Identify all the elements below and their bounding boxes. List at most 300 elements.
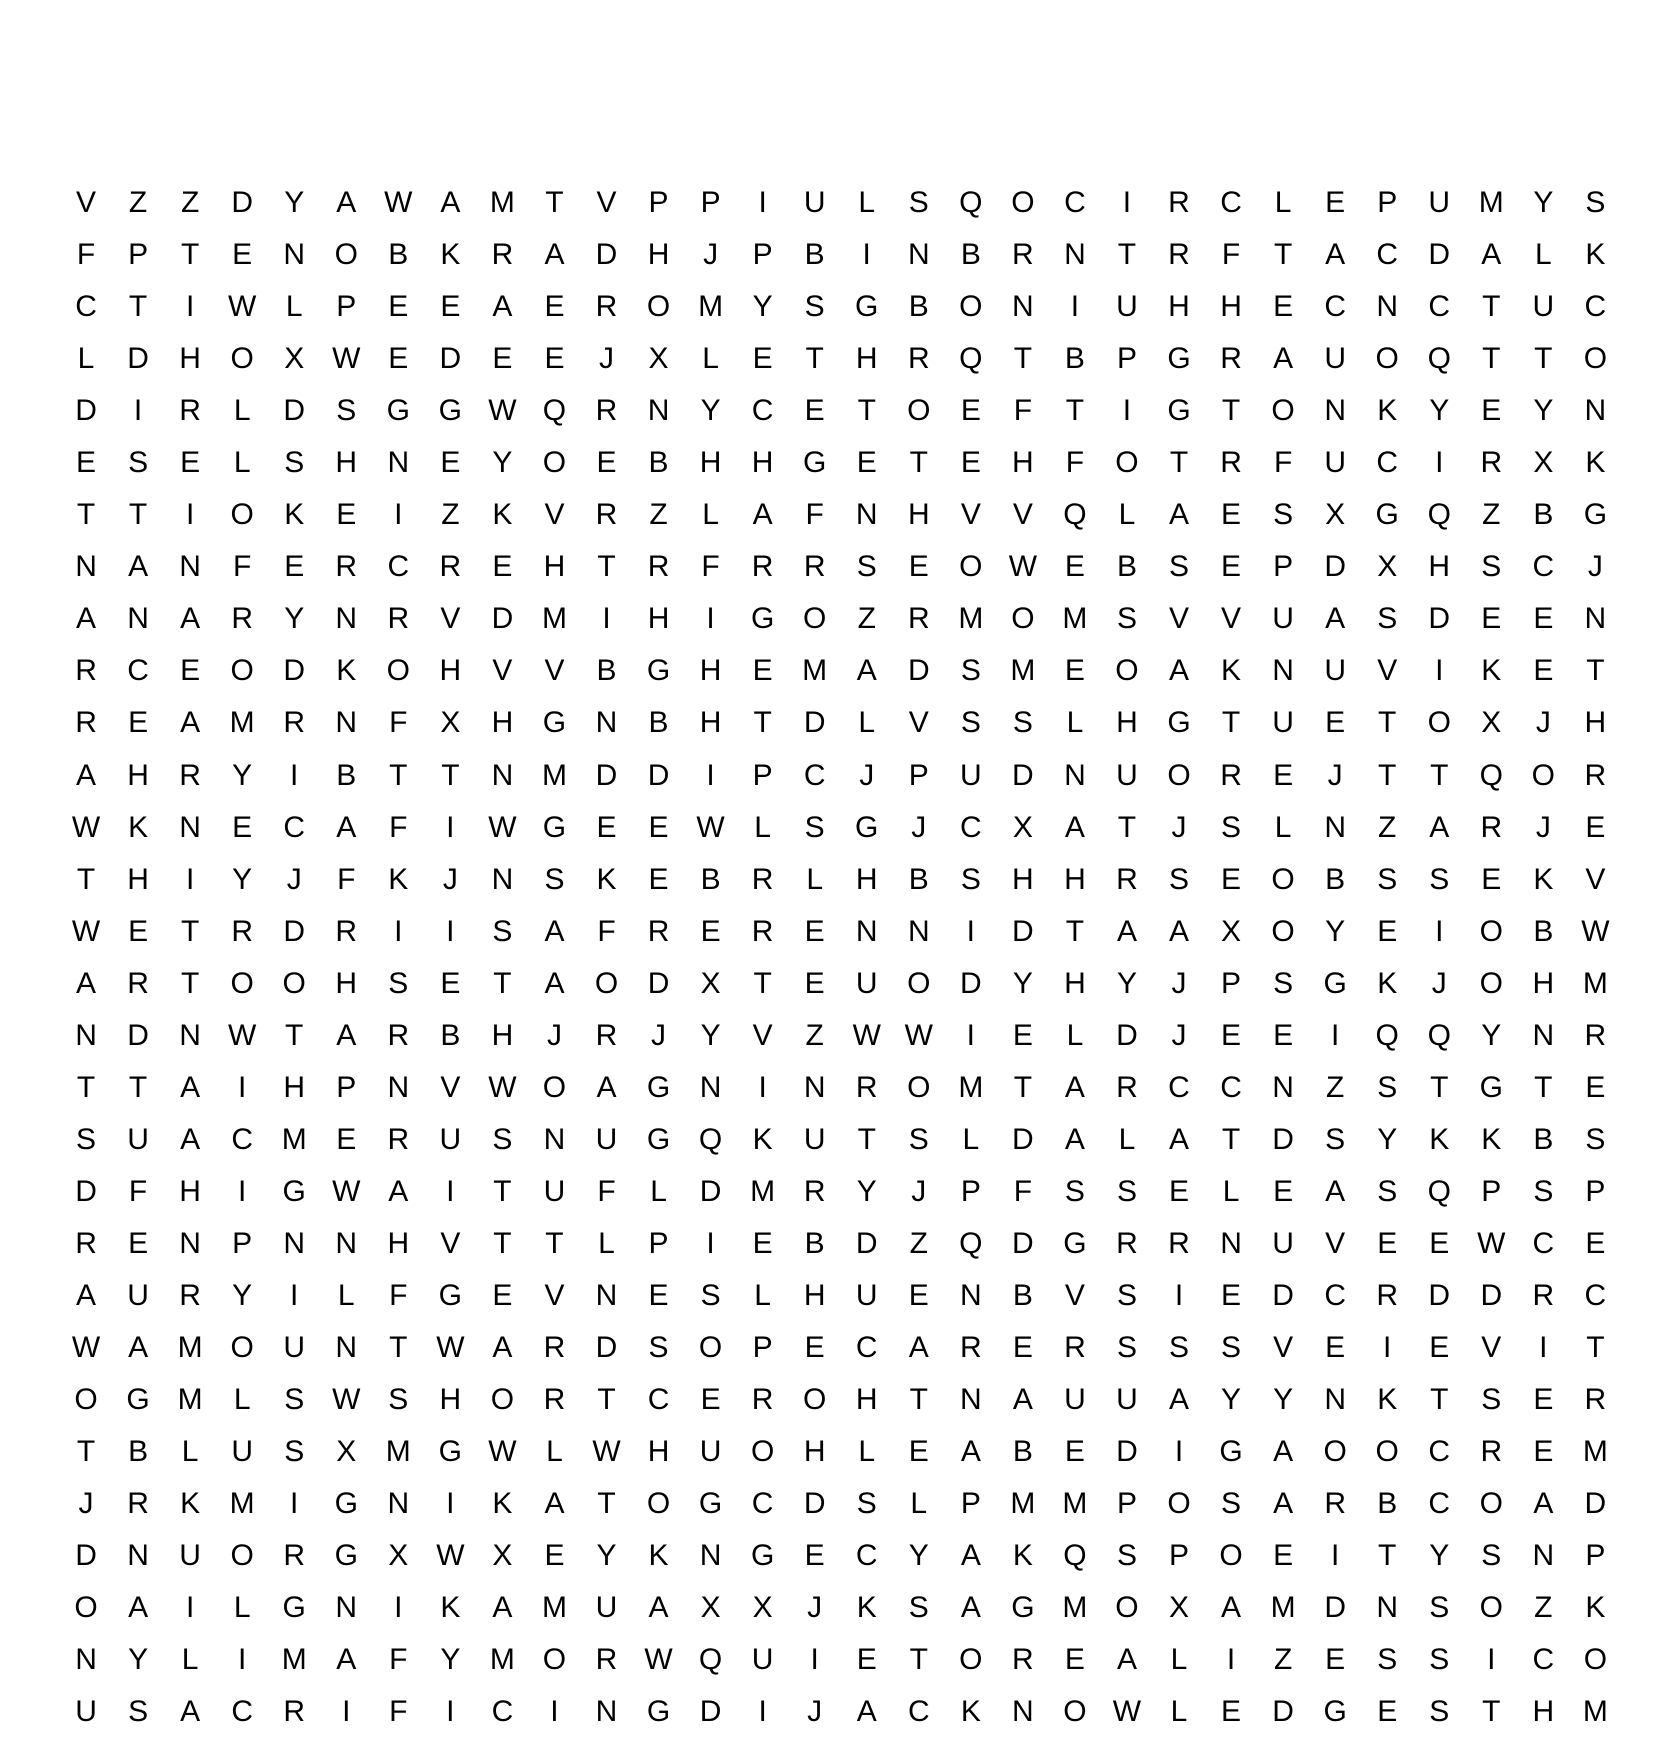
grid-letter[interactable]: G	[1323, 966, 1347, 1000]
grid-letter[interactable]: J	[1431, 966, 1447, 1000]
grid-letter[interactable]: I	[706, 1226, 715, 1260]
grid-letter[interactable]: W	[644, 1643, 673, 1677]
grid-letter[interactable]: V	[752, 1018, 773, 1052]
grid-letter[interactable]: M	[229, 1487, 255, 1521]
grid-letter[interactable]: T	[76, 862, 96, 896]
grid-letter[interactable]: T	[1534, 1070, 1553, 1104]
grid-letter[interactable]: W	[332, 1383, 361, 1417]
grid-letter[interactable]: N	[1272, 654, 1294, 688]
grid-letter[interactable]: H	[127, 862, 149, 896]
grid-letter[interactable]: S	[1533, 1174, 1554, 1208]
grid-letter[interactable]: K	[1533, 862, 1554, 896]
grid-letter[interactable]: S	[1429, 1643, 1450, 1677]
grid-letter[interactable]: C	[1376, 238, 1399, 272]
grid-letter[interactable]: T	[1482, 290, 1501, 324]
grid-letter[interactable]: G	[750, 1539, 775, 1573]
grid-letter[interactable]: V	[1221, 602, 1242, 636]
grid-letter[interactable]: N	[75, 1643, 97, 1677]
grid-letter[interactable]: R	[439, 550, 462, 584]
grid-letter[interactable]: A	[1325, 238, 1346, 272]
grid-letter[interactable]: I	[1330, 1539, 1340, 1573]
grid-letter[interactable]: H	[699, 654, 722, 688]
grid-letter[interactable]: R	[1584, 1018, 1607, 1052]
grid-letter[interactable]: A	[336, 1643, 357, 1677]
grid-letter[interactable]: W	[1008, 550, 1038, 584]
grid-letter[interactable]: A	[492, 1591, 513, 1625]
grid-letter[interactable]: K	[1221, 654, 1242, 688]
grid-letter[interactable]: K	[388, 862, 409, 896]
grid-letter[interactable]: E	[180, 446, 201, 480]
grid-letter[interactable]: N	[283, 238, 306, 272]
grid-letter[interactable]: E	[1481, 862, 1502, 896]
grid-letter[interactable]: H	[1116, 706, 1138, 740]
grid-letter[interactable]: E	[648, 810, 669, 844]
grid-letter[interactable]: N	[595, 1279, 618, 1312]
grid-letter[interactable]: N	[699, 1070, 722, 1104]
grid-letter[interactable]: I	[446, 1174, 455, 1208]
grid-letter[interactable]: R	[1168, 186, 1190, 220]
grid-letter[interactable]: O	[74, 1383, 98, 1417]
grid-letter[interactable]: N	[1584, 602, 1607, 636]
grid-letter[interactable]: A	[128, 550, 149, 584]
grid-letter[interactable]: I	[1174, 1279, 1184, 1312]
grid-letter[interactable]: O	[1219, 1539, 1243, 1573]
grid-letter[interactable]: O	[803, 602, 827, 636]
grid-letter[interactable]: W	[1477, 1226, 1506, 1260]
grid-letter[interactable]: H	[439, 1383, 462, 1417]
grid-letter[interactable]: L	[337, 1279, 355, 1312]
grid-letter[interactable]: A	[76, 1279, 97, 1312]
grid-letter[interactable]: R	[1168, 1226, 1190, 1260]
grid-letter[interactable]: N	[1532, 1018, 1555, 1052]
grid-letter[interactable]: H	[803, 1279, 826, 1312]
grid-letter[interactable]: E	[1585, 810, 1606, 844]
grid-letter[interactable]: O	[230, 966, 254, 1000]
grid-letter[interactable]: I	[758, 1695, 767, 1729]
grid-letter[interactable]: V	[440, 1070, 461, 1104]
grid-letter[interactable]: E	[752, 342, 773, 376]
grid-letter[interactable]: A	[908, 1331, 929, 1365]
grid-letter[interactable]: R	[1376, 1279, 1399, 1312]
grid-letter[interactable]: S	[804, 810, 825, 844]
grid-letter[interactable]: D	[1584, 1487, 1607, 1521]
grid-letter[interactable]: K	[1481, 654, 1502, 688]
grid-letter[interactable]: D	[231, 186, 253, 220]
grid-letter[interactable]: A	[1325, 1174, 1346, 1208]
grid-letter[interactable]: O	[1115, 654, 1139, 688]
grid-letter[interactable]: K	[1429, 1122, 1450, 1156]
grid-letter[interactable]: S	[1273, 498, 1294, 532]
grid-letter[interactable]: N	[1376, 290, 1399, 324]
grid-letter[interactable]: B	[596, 654, 617, 688]
grid-letter[interactable]: O	[959, 290, 983, 324]
grid-letter[interactable]: U	[1064, 1383, 1086, 1417]
grid-letter[interactable]: A	[388, 1174, 409, 1208]
grid-letter[interactable]: A	[1116, 914, 1137, 948]
grid-letter[interactable]: U	[75, 1695, 97, 1729]
grid-letter[interactable]: Q	[1375, 1018, 1399, 1052]
grid-letter[interactable]: D	[1012, 1122, 1034, 1156]
grid-letter[interactable]: R	[595, 1018, 618, 1052]
grid-letter[interactable]: J	[807, 1695, 823, 1729]
grid-letter[interactable]: R	[647, 914, 670, 948]
grid-letter[interactable]: O	[907, 394, 931, 428]
grid-letter[interactable]: I	[706, 602, 715, 636]
grid-letter[interactable]: T	[1430, 758, 1449, 792]
grid-letter[interactable]: H	[803, 1435, 826, 1469]
grid-letter[interactable]: N	[179, 550, 201, 584]
grid-letter[interactable]: D	[855, 1226, 878, 1260]
grid-letter[interactable]: O	[542, 1070, 567, 1104]
grid-letter[interactable]: L	[962, 1122, 980, 1156]
grid-letter[interactable]: Y	[232, 862, 253, 896]
grid-letter[interactable]: A	[544, 914, 565, 948]
grid-letter[interactable]: M	[1062, 1487, 1088, 1521]
grid-letter[interactable]: H	[335, 966, 358, 1000]
grid-letter[interactable]: L	[858, 706, 876, 740]
grid-letter[interactable]: T	[1273, 238, 1293, 272]
grid-letter[interactable]: Y	[1012, 966, 1033, 1000]
grid-letter[interactable]: D	[283, 654, 306, 688]
grid-letter[interactable]: M	[541, 1591, 567, 1625]
grid-letter[interactable]: H	[335, 446, 358, 480]
grid-letter[interactable]: T	[1117, 238, 1137, 272]
grid-letter[interactable]: D	[127, 342, 149, 376]
grid-letter[interactable]: G	[334, 1539, 358, 1573]
grid-letter[interactable]: M	[1062, 1591, 1088, 1625]
grid-letter[interactable]: A	[492, 1331, 513, 1365]
grid-letter[interactable]: Z	[441, 498, 460, 532]
grid-letter[interactable]: H	[751, 446, 774, 480]
grid-letter[interactable]: H	[1064, 966, 1086, 1000]
grid-letter[interactable]: D	[595, 758, 618, 792]
grid-letter[interactable]: C	[1584, 290, 1607, 324]
grid-letter[interactable]: G	[334, 1487, 358, 1521]
grid-letter[interactable]: R	[595, 1643, 618, 1677]
grid-letter[interactable]: P	[1377, 186, 1398, 220]
grid-letter[interactable]: T	[597, 1487, 616, 1521]
grid-letter[interactable]: H	[1168, 290, 1190, 324]
grid-letter[interactable]: C	[1220, 186, 1242, 220]
grid-letter[interactable]: O	[959, 1643, 983, 1677]
grid-letter[interactable]: O	[750, 1435, 775, 1469]
grid-letter[interactable]: R	[595, 394, 618, 428]
grid-letter[interactable]: C	[283, 810, 306, 844]
grid-letter[interactable]: C	[75, 290, 97, 324]
grid-letter[interactable]: R	[1480, 810, 1503, 844]
grid-letter[interactable]: O	[230, 1331, 254, 1365]
grid-letter[interactable]: E	[1221, 862, 1242, 896]
grid-letter[interactable]: T	[857, 394, 876, 428]
grid-letter[interactable]: U	[1324, 342, 1346, 376]
grid-letter[interactable]: R	[1116, 862, 1138, 896]
grid-letter[interactable]: G	[855, 810, 879, 844]
grid-letter[interactable]: P	[1585, 1539, 1606, 1573]
grid-letter[interactable]: E	[752, 1226, 773, 1260]
grid-letter[interactable]: A	[1116, 1643, 1137, 1677]
grid-letter[interactable]: H	[647, 238, 670, 272]
grid-letter[interactable]: C	[647, 1383, 670, 1417]
grid-letter[interactable]: D	[1272, 1122, 1294, 1156]
grid-letter[interactable]: F	[1273, 446, 1293, 480]
grid-letter[interactable]: H	[907, 498, 930, 532]
grid-letter[interactable]: N	[699, 1539, 722, 1573]
grid-letter[interactable]: D	[283, 914, 306, 948]
grid-letter[interactable]: T	[545, 1226, 564, 1260]
grid-letter[interactable]: A	[128, 1331, 149, 1365]
grid-letter[interactable]: S	[1481, 550, 1502, 584]
grid-letter[interactable]: I	[810, 1643, 819, 1677]
grid-letter[interactable]: R	[335, 550, 358, 584]
grid-letter[interactable]: E	[128, 1226, 149, 1260]
grid-letter[interactable]: E	[1221, 1279, 1242, 1312]
grid-letter[interactable]: L	[233, 394, 251, 428]
grid-letter[interactable]: E	[336, 498, 357, 532]
grid-letter[interactable]: T	[285, 1018, 304, 1052]
grid-letter[interactable]: A	[1221, 1591, 1242, 1625]
grid-letter[interactable]: W	[71, 810, 101, 844]
grid-letter[interactable]: M	[750, 1174, 776, 1208]
grid-letter[interactable]: E	[596, 446, 617, 480]
grid-letter[interactable]: I	[1383, 1331, 1392, 1365]
grid-letter[interactable]: Z	[1534, 1591, 1553, 1625]
grid-letter[interactable]: J	[1535, 706, 1551, 740]
grid-letter[interactable]: C	[387, 550, 410, 584]
grid-letter[interactable]: O	[1115, 1591, 1139, 1625]
grid-letter[interactable]: U	[231, 1435, 253, 1469]
grid-letter[interactable]: R	[1220, 758, 1242, 792]
grid-letter[interactable]: H	[543, 550, 566, 584]
grid-letter[interactable]: O	[1323, 1435, 1347, 1469]
grid-letter[interactable]: R	[1116, 1226, 1138, 1260]
grid-letter[interactable]: S	[284, 1435, 305, 1469]
grid-letter[interactable]: G	[646, 654, 671, 688]
grid-letter[interactable]: N	[1376, 1591, 1399, 1625]
grid-letter[interactable]: E	[804, 914, 825, 948]
grid-letter[interactable]: L	[754, 810, 771, 844]
grid-letter[interactable]: R	[1064, 1331, 1086, 1365]
grid-letter[interactable]: F	[389, 1643, 408, 1677]
grid-letter[interactable]: Z	[1273, 1643, 1293, 1677]
grid-letter[interactable]: S	[908, 1122, 929, 1156]
grid-letter[interactable]: W	[852, 1018, 881, 1052]
grid-letter[interactable]: T	[857, 1122, 876, 1156]
grid-letter[interactable]: J	[807, 1591, 823, 1625]
grid-letter[interactable]: R	[283, 1695, 306, 1729]
grid-letter[interactable]: S	[1169, 550, 1190, 584]
grid-letter[interactable]: N	[803, 1070, 826, 1104]
grid-letter[interactable]: N	[1012, 290, 1034, 324]
grid-letter[interactable]: I	[342, 1695, 351, 1729]
grid-letter[interactable]: D	[647, 966, 670, 1000]
grid-letter[interactable]: S	[492, 1122, 513, 1156]
grid-letter[interactable]: Y	[284, 186, 305, 220]
grid-letter[interactable]: T	[180, 914, 200, 948]
grid-letter[interactable]: N	[1064, 758, 1086, 792]
grid-letter[interactable]: G	[698, 1487, 723, 1521]
grid-letter[interactable]: X	[1221, 914, 1242, 948]
grid-letter[interactable]: M	[1270, 1591, 1296, 1625]
grid-letter[interactable]: L	[858, 186, 876, 220]
grid-letter[interactable]: G	[438, 1435, 463, 1469]
grid-letter[interactable]: T	[1430, 1383, 1449, 1417]
grid-letter[interactable]: K	[1585, 1591, 1606, 1625]
grid-letter[interactable]: G	[1167, 706, 1191, 740]
grid-letter[interactable]: M	[229, 706, 255, 740]
grid-letter[interactable]: S	[908, 1591, 929, 1625]
grid-letter[interactable]: K	[1585, 238, 1606, 272]
grid-letter[interactable]: G	[282, 1591, 306, 1625]
grid-letter[interactable]: E	[1481, 602, 1502, 636]
grid-letter[interactable]: J	[546, 1018, 562, 1052]
grid-letter[interactable]: E	[1585, 1070, 1606, 1104]
grid-letter[interactable]: E	[544, 290, 565, 324]
grid-letter[interactable]: T	[805, 342, 824, 376]
grid-letter[interactable]: V	[908, 706, 929, 740]
grid-letter[interactable]: X	[1012, 810, 1033, 844]
grid-letter[interactable]: E	[648, 1279, 669, 1312]
grid-letter[interactable]: Y	[1429, 394, 1450, 428]
grid-letter[interactable]: S	[1585, 186, 1606, 220]
grid-letter[interactable]: Q	[1063, 1539, 1087, 1573]
grid-letter[interactable]: F	[701, 550, 720, 584]
grid-letter[interactable]: R	[387, 1018, 410, 1052]
grid-letter[interactable]: N	[335, 1591, 358, 1625]
grid-letter[interactable]: T	[1430, 1070, 1449, 1104]
grid-letter[interactable]: E	[232, 810, 253, 844]
grid-letter[interactable]: Y	[596, 1539, 617, 1573]
grid-letter[interactable]: E	[856, 446, 877, 480]
grid-letter[interactable]: I	[966, 1018, 975, 1052]
grid-letter[interactable]: T	[1378, 706, 1397, 740]
grid-letter[interactable]: P	[1116, 1487, 1137, 1521]
grid-letter[interactable]: P	[1585, 1174, 1606, 1208]
grid-letter[interactable]: L	[1066, 1018, 1084, 1052]
grid-letter[interactable]: O	[1375, 1435, 1399, 1469]
grid-letter[interactable]: V	[1325, 1226, 1346, 1260]
grid-letter[interactable]: J	[1327, 758, 1343, 792]
grid-letter[interactable]: A	[648, 1591, 669, 1625]
grid-letter[interactable]: B	[1377, 1487, 1398, 1521]
grid-letter[interactable]: M	[489, 1643, 515, 1677]
grid-letter[interactable]: T	[1534, 342, 1553, 376]
grid-letter[interactable]: I	[290, 1279, 299, 1312]
grid-letter[interactable]: S	[76, 1122, 97, 1156]
grid-letter[interactable]: G	[1583, 498, 1608, 532]
grid-letter[interactable]: Q	[1479, 758, 1503, 792]
grid-letter[interactable]: J	[1171, 966, 1187, 1000]
grid-letter[interactable]: R	[595, 498, 618, 532]
grid-letter[interactable]: S	[544, 862, 565, 896]
grid-letter[interactable]: W	[488, 810, 517, 844]
grid-letter[interactable]: O	[698, 1331, 723, 1365]
grid-letter[interactable]: S	[1377, 1070, 1398, 1104]
grid-letter[interactable]: E	[388, 342, 409, 376]
grid-letter[interactable]: K	[440, 238, 461, 272]
grid-letter[interactable]: I	[602, 602, 611, 636]
grid-letter[interactable]: T	[753, 966, 772, 1000]
grid-letter[interactable]: Q	[542, 394, 567, 428]
grid-letter[interactable]: R	[387, 602, 410, 636]
grid-letter[interactable]: S	[388, 966, 409, 1000]
grid-letter[interactable]: E	[1064, 654, 1085, 688]
grid-letter[interactable]: I	[446, 914, 455, 948]
grid-letter[interactable]: E	[1533, 1383, 1554, 1417]
grid-letter[interactable]: E	[492, 1279, 513, 1312]
grid-letter[interactable]: J	[911, 1174, 927, 1208]
grid-letter[interactable]: Q	[1427, 1018, 1451, 1052]
grid-letter[interactable]: D	[75, 1174, 97, 1208]
grid-letter[interactable]: A	[180, 1695, 201, 1729]
grid-letter[interactable]: N	[491, 758, 514, 792]
grid-letter[interactable]: A	[336, 810, 357, 844]
grid-letter[interactable]: Y	[284, 602, 305, 636]
grid-letter[interactable]: D	[907, 654, 930, 688]
grid-letter[interactable]: A	[180, 602, 201, 636]
grid-letter[interactable]: T	[493, 1174, 512, 1208]
grid-letter[interactable]: H	[439, 654, 462, 688]
grid-letter[interactable]: G	[1375, 498, 1399, 532]
grid-letter[interactable]: D	[1324, 1591, 1346, 1625]
grid-letter[interactable]: N	[907, 238, 930, 272]
grid-letter[interactable]: E	[856, 1643, 877, 1677]
grid-letter[interactable]: A	[1169, 1122, 1190, 1156]
grid-letter[interactable]: S	[1169, 1331, 1190, 1365]
grid-letter[interactable]: R	[179, 758, 201, 792]
grid-letter[interactable]: R	[231, 602, 253, 636]
grid-letter[interactable]: R	[1324, 1487, 1346, 1521]
grid-letter[interactable]: U	[1272, 1226, 1294, 1260]
grid-letter[interactable]: K	[284, 498, 305, 532]
grid-letter[interactable]: S	[388, 1383, 409, 1417]
grid-letter[interactable]: X	[700, 966, 721, 1000]
grid-letter[interactable]: R	[1012, 238, 1034, 272]
grid-letter[interactable]: T	[180, 238, 200, 272]
grid-letter[interactable]: T	[545, 186, 564, 220]
grid-letter[interactable]: C	[491, 1695, 514, 1729]
grid-letter[interactable]: R	[1584, 758, 1607, 792]
grid-letter[interactable]: A	[1169, 1383, 1190, 1417]
grid-letter[interactable]: O	[230, 342, 254, 376]
grid-letter[interactable]: A	[1169, 498, 1190, 532]
grid-letter[interactable]: Q	[1427, 498, 1451, 532]
grid-letter[interactable]: B	[388, 238, 409, 272]
grid-letter[interactable]: H	[1428, 550, 1451, 584]
grid-letter[interactable]: L	[1170, 1695, 1188, 1729]
grid-letter[interactable]: V	[440, 602, 461, 636]
grid-letter[interactable]: F	[389, 706, 408, 740]
grid-letter[interactable]: O	[230, 1539, 254, 1573]
grid-letter[interactable]: T	[1378, 1539, 1397, 1573]
grid-letter[interactable]: S	[1169, 862, 1190, 896]
grid-letter[interactable]: R	[543, 1331, 566, 1365]
grid-letter[interactable]: S	[960, 706, 981, 740]
grid-letter[interactable]: T	[909, 1383, 928, 1417]
grid-letter[interactable]: N	[1324, 394, 1346, 428]
grid-letter[interactable]: U	[1532, 290, 1555, 324]
grid-letter[interactable]: E	[1429, 1226, 1450, 1260]
grid-letter[interactable]: W	[488, 394, 517, 428]
grid-letter[interactable]: E	[492, 342, 513, 376]
grid-letter[interactable]: U	[1324, 446, 1346, 480]
grid-letter[interactable]: R	[595, 290, 618, 324]
grid-letter[interactable]: S	[960, 654, 981, 688]
grid-letter[interactable]: Z	[1482, 498, 1501, 532]
grid-letter[interactable]: E	[1221, 498, 1242, 532]
grid-letter[interactable]: O	[1167, 758, 1191, 792]
grid-letter[interactable]: E	[440, 966, 461, 1000]
grid-letter[interactable]: E	[908, 1279, 929, 1312]
